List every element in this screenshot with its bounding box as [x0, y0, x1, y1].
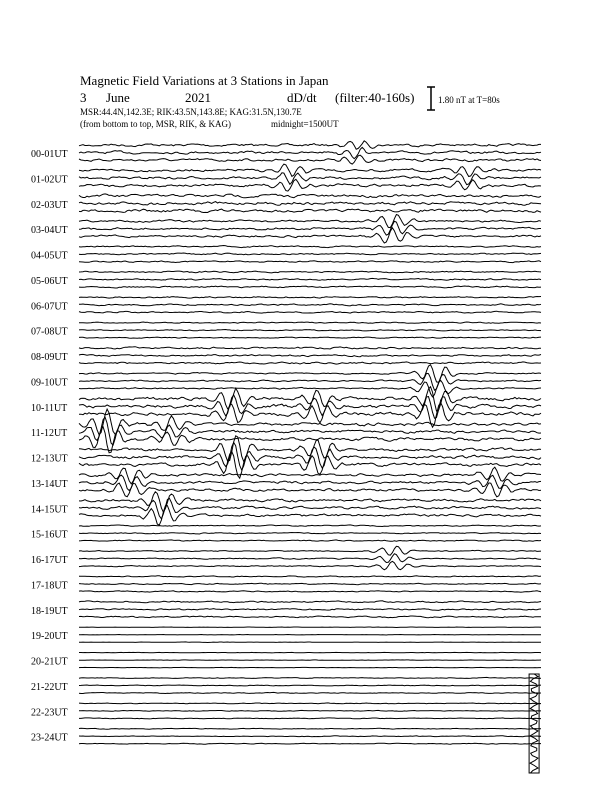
trace-kag	[79, 194, 541, 198]
trace-row	[31, 246, 541, 263]
trace-rik	[79, 583, 541, 584]
trace-rik	[79, 147, 541, 158]
trace-msr	[79, 337, 541, 338]
trace-kag	[79, 601, 541, 603]
trace-kag	[79, 677, 541, 678]
trace-row	[31, 436, 541, 478]
trace-row	[31, 728, 541, 744]
trace-row	[31, 347, 541, 364]
hour-label: 19-20UT	[31, 631, 68, 643]
trace-rik	[79, 736, 541, 737]
hour-label: 20-21UT	[31, 656, 68, 668]
trace-rik	[79, 533, 541, 535]
trace-row	[31, 652, 541, 668]
trace-kag	[79, 246, 541, 248]
trace-row	[31, 322, 541, 338]
trace-rik	[79, 221, 541, 235]
trace-row	[31, 365, 541, 397]
midnight-note: midnight=1500UT	[271, 119, 339, 129]
trace-row	[31, 492, 541, 525]
trace-rik	[79, 635, 541, 636]
trace-rik	[79, 417, 541, 445]
trace-rik	[79, 685, 541, 686]
trace-row	[31, 576, 541, 593]
trace-row	[31, 215, 541, 244]
scale-bar	[427, 87, 500, 110]
trace-rik	[79, 278, 541, 280]
hour-label: 13-14UT	[31, 478, 68, 490]
hour-label: 18-19UT	[31, 605, 68, 617]
trace-msr	[79, 179, 541, 191]
hour-label: 10-11UT	[31, 402, 68, 414]
trace-msr	[79, 362, 541, 364]
trace-row	[31, 467, 541, 497]
trace-kag	[79, 297, 541, 299]
hour-label: 08-09UT	[31, 352, 68, 363]
stations-label: MSR:44.4N,142.3E; RIK:43.5N,143.8E; KAG:31.5N,130.7E	[80, 107, 302, 117]
trace-row	[31, 546, 541, 570]
hour-label: 17-18UT	[31, 580, 68, 592]
trace-kag	[79, 271, 541, 273]
trace-rik	[79, 710, 541, 711]
trace-rik	[79, 330, 541, 331]
quantity-label: dD/dt	[287, 90, 317, 105]
trace-msr	[79, 591, 541, 592]
trace-row	[31, 297, 541, 314]
trace-kag	[79, 141, 541, 149]
trace-msr	[79, 483, 541, 497]
scale-label: 1.80 nT at T=80s	[438, 95, 500, 105]
date-year: 2021	[185, 90, 211, 105]
trace-kag	[79, 703, 541, 704]
trace-kag	[79, 467, 541, 484]
trace-rik	[79, 554, 541, 563]
hour-label: 15-16UT	[31, 529, 68, 541]
trace-kag	[79, 215, 541, 228]
hour-label: 21-22UT	[31, 682, 68, 693]
trace-msr	[79, 209, 541, 212]
trace-row	[31, 271, 541, 288]
hour-label: 03-04UT	[31, 225, 68, 237]
trace-kag	[79, 347, 541, 349]
trace-msr	[79, 718, 541, 719]
hour-label: 05-06UT	[31, 275, 68, 287]
hour-label: 02-03UT	[31, 199, 68, 211]
date-day: 3	[80, 90, 87, 105]
trace-kag	[79, 652, 541, 653]
trace-msr	[79, 540, 541, 541]
trace-row	[31, 703, 541, 719]
trace-rik	[79, 202, 541, 206]
trace-rik	[79, 304, 541, 306]
hour-label: 06-07UT	[31, 301, 68, 313]
trace-msr	[79, 616, 541, 618]
hour-label: 01-02UT	[31, 174, 68, 186]
trace-kag	[79, 525, 541, 527]
hour-label: 12-13UT	[31, 453, 68, 465]
trace-msr	[79, 155, 541, 164]
hour-label: 09-10UT	[31, 377, 68, 389]
hour-label: 16-17UT	[31, 555, 68, 567]
hour-label: 04-05UT	[31, 250, 68, 262]
trace-row	[31, 387, 541, 428]
trace-row	[31, 141, 541, 164]
trace-msr	[79, 561, 541, 569]
trace-kag	[79, 365, 541, 383]
trace-kag	[79, 576, 541, 577]
trace-row	[31, 194, 541, 213]
trace-row	[31, 164, 541, 191]
trace-msr	[79, 380, 541, 397]
trace-row	[31, 677, 541, 693]
hour-label: 22-23UT	[31, 707, 68, 719]
trace-kag	[79, 164, 541, 176]
order-note: (from bottom to top, MSR, RIK, & KAG)	[80, 119, 232, 129]
trace-msr	[79, 692, 541, 693]
trace-kag	[79, 322, 541, 323]
trace-kag	[79, 546, 541, 555]
trace-rik	[79, 373, 541, 390]
trace-msr	[79, 667, 541, 668]
trace-rik	[79, 609, 541, 611]
hour-label: 00-01UT	[31, 149, 68, 160]
filter-label: (filter:40-160s)	[335, 90, 415, 105]
trace-row	[31, 627, 541, 643]
trace-msr	[79, 261, 541, 263]
chart-title: Magnetic Field Variations at 3 Stations in Japan	[80, 73, 329, 88]
hour-label: 23-24UT	[31, 732, 68, 744]
trace-msr	[79, 642, 541, 643]
date-month: June	[106, 90, 130, 105]
trace-kag	[79, 627, 541, 628]
trace-rik	[79, 253, 541, 255]
hour-label: 14-15UT	[31, 504, 68, 516]
trace-msr	[79, 743, 541, 744]
trace-row	[31, 525, 541, 541]
trace-msr	[79, 228, 541, 243]
hour-label: 07-08UT	[31, 326, 68, 338]
hour-label: 11-12UT	[31, 428, 68, 440]
trace-msr	[79, 311, 541, 313]
trace-rik	[79, 354, 541, 356]
trace-msr	[79, 286, 541, 288]
trace-kag	[79, 728, 541, 729]
spike-trace	[530, 674, 538, 773]
trace-kag	[79, 492, 541, 512]
trace-row	[31, 601, 541, 618]
trace-rows	[31, 141, 541, 773]
